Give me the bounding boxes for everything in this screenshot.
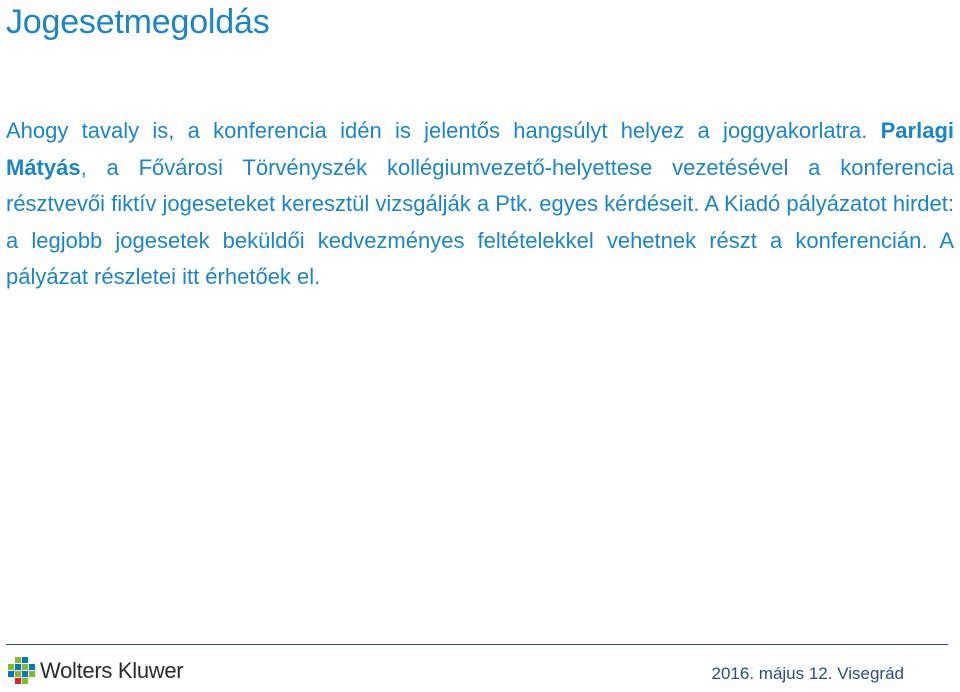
wolters-kluwer-logo-icon: [6, 656, 36, 686]
footer-divider: [6, 644, 948, 645]
slide-title: Jogesetmegoldás: [6, 3, 270, 41]
paragraph-text-before-name: Ahogy tavaly is, a konferencia idén is jelentős hangsúlyt helyez a joggyakorlatra.: [6, 118, 881, 143]
footer-date-place: 2016. május 12. Visegrád: [711, 664, 904, 683]
logo-wordmark: Wolters Kluwer: [40, 658, 184, 683]
wolters-kluwer-logo: [6, 654, 183, 688]
speaker-name: Parlagi Mátyás: [6, 118, 954, 180]
paragraph-text-after-name: , a Fővárosi Törvényszék kollégiumvezető-helyettese vezetésével a konferencia résztvevői fiktív jogeseteket keresztül vizsgálják a Ptk. egyes kérdéseit. A Kiadó pályázatot hirdet: a legjobb jogesetek beküldői kedvezményes feltételekkel vehetnek részt a konferencián. A pályázat részletei itt érhetőek el.: [6, 154, 954, 289]
slide-body-paragraph: [6, 113, 954, 296]
